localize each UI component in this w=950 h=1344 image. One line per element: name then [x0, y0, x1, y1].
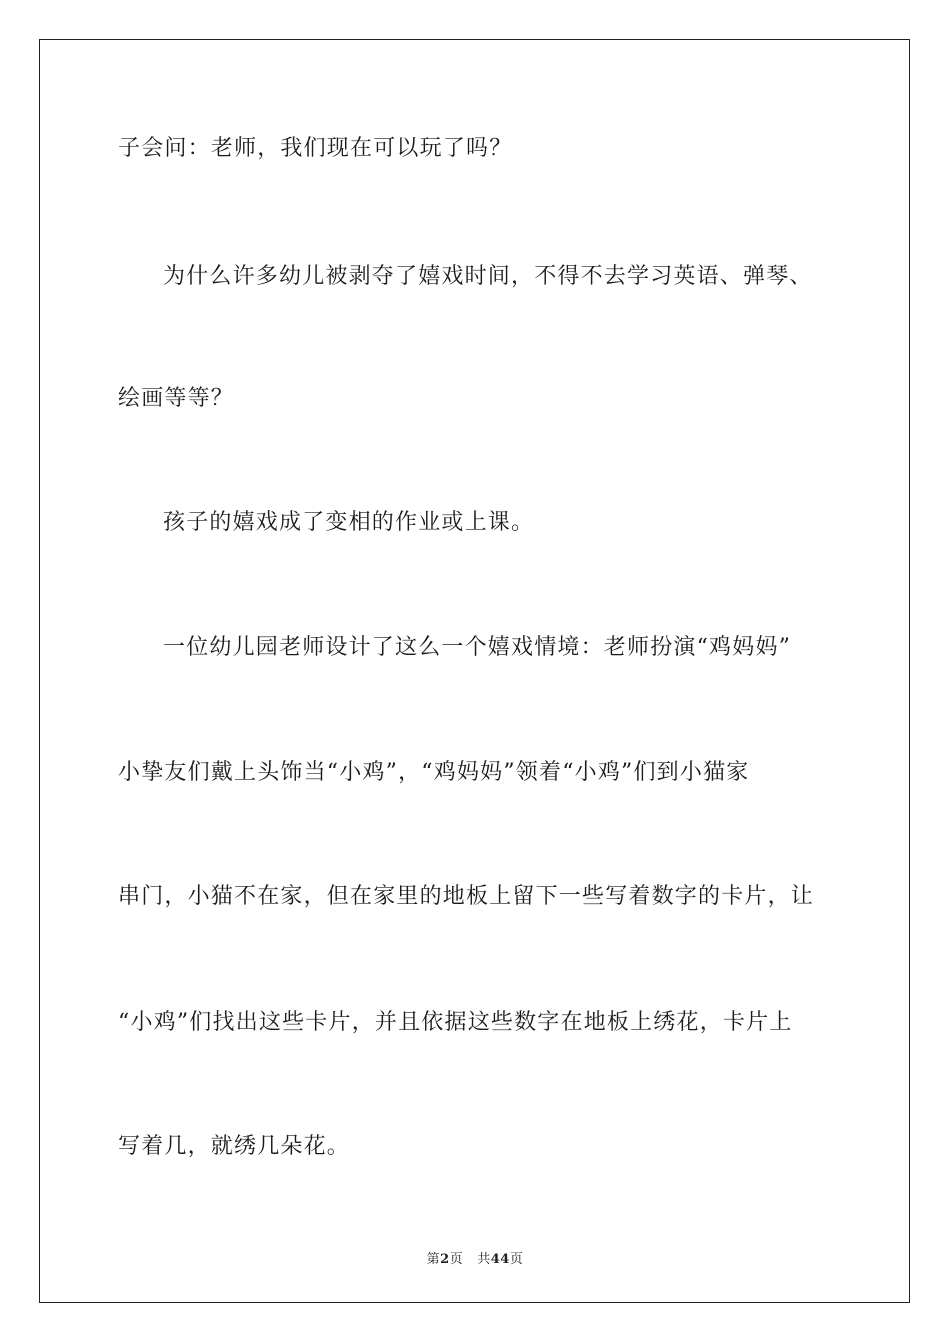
text-line-3: 绘画等等？: [118, 386, 235, 411]
text-line-6: 小挚友们戴上头饰当“小鸡”，“鸡妈妈”领着“小鸡”们到小猫家: [118, 760, 750, 785]
text-line-4: 孩子的嬉戏成了变相的作业或上课。: [163, 510, 535, 535]
text-line-2: 为什么许多幼儿被剥夺了嬉戏时间，不得不去学习英语、弹琴、: [163, 264, 813, 289]
footer-total-prefix: 共: [477, 1252, 491, 1267]
footer-total-suffix: 页: [509, 1252, 524, 1267]
text-line-5: 一位幼儿园老师设计了这么一个嬉戏情境：老师扮演“鸡妈妈”: [163, 635, 792, 660]
text-line-9: 写着几，就绣几朵花。: [118, 1134, 351, 1159]
page-footer: [0, 1248, 950, 1267]
page-border: [39, 39, 910, 1303]
text-line-7: 串门，小猫不在家，但在家里的地板上留下一些写着数字的卡片，让: [118, 884, 815, 909]
text-line-1: 子会问：老师，我们现在可以玩了吗？: [118, 136, 513, 161]
footer-page-number: 2: [440, 1252, 450, 1267]
footer-page-suffix: 页: [449, 1252, 464, 1267]
footer-page-prefix: 第: [426, 1252, 441, 1267]
footer-total-pages: 44: [490, 1252, 510, 1267]
text-line-8: “小鸡”们找出这些卡片，并且依据这些数字在地板上绣花，卡片上: [118, 1010, 793, 1035]
